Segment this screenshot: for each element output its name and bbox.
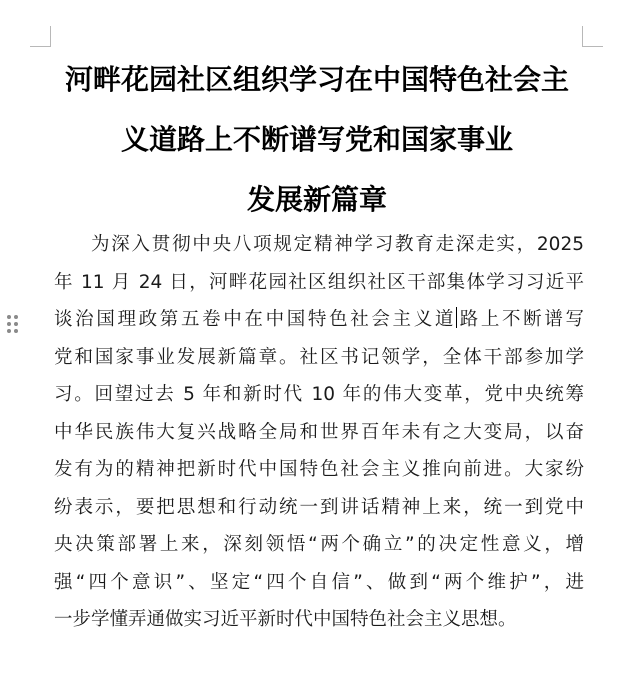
title-line: 河畔花园社区组织学习在中国特色社会主 — [64, 63, 569, 96]
body-paragraph[interactable] — [54, 226, 584, 639]
title-line: 发展新篇章 — [246, 183, 387, 216]
document-title[interactable] — [50, 50, 584, 230]
body-line-with-cursor — [54, 301, 584, 339]
body-line: 强“四个意识”、坚定“四个自信”、做到“两个维护”，进 — [54, 571, 584, 593]
body-line: 党和国家事业发展新篇章。社区书记领学，全体干部参加学 — [54, 346, 584, 368]
body-line: 纷表示，要把思想和行动统一到讲话精神上来，统一到党中 — [54, 496, 584, 518]
title-line: 义道路上不断谱写党和国家事业 — [120, 123, 513, 156]
body-line: 一步学懂弄通做实习近平新时代中国特色社会主义思想。 — [54, 609, 517, 630]
body-line-segment: 路上不断谱写 — [457, 309, 584, 330]
drag-handle-icon[interactable] — [7, 315, 19, 337]
page-margin-corner-top-right — [582, 26, 603, 47]
body-line: 为深入贯彻中央八项规定精神学习教育走深走实，2025 — [91, 234, 584, 255]
body-line-segment: 谈治国理政第五卷中在中国特色社会主义道 — [54, 309, 457, 330]
body-line: 发有为的精神把新时代中国特色社会主义推向前进。大家纷 — [54, 459, 584, 480]
body-line: 习。回望过去 5 年和新时代 10 年的伟大变革，党中央统筹 — [54, 384, 584, 405]
body-line: 央决策部署上来，深刻领悟“两个确立”的决定性意义，增 — [54, 534, 584, 555]
body-line: 中华民族伟大复兴战略全局和世界百年未有之大变局，以奋 — [54, 421, 584, 443]
page-margin-corner-top-left — [30, 26, 51, 47]
body-line: 年 11 月 24 日，河畔花园社区组织社区干部集体学习习近平 — [54, 271, 584, 293]
